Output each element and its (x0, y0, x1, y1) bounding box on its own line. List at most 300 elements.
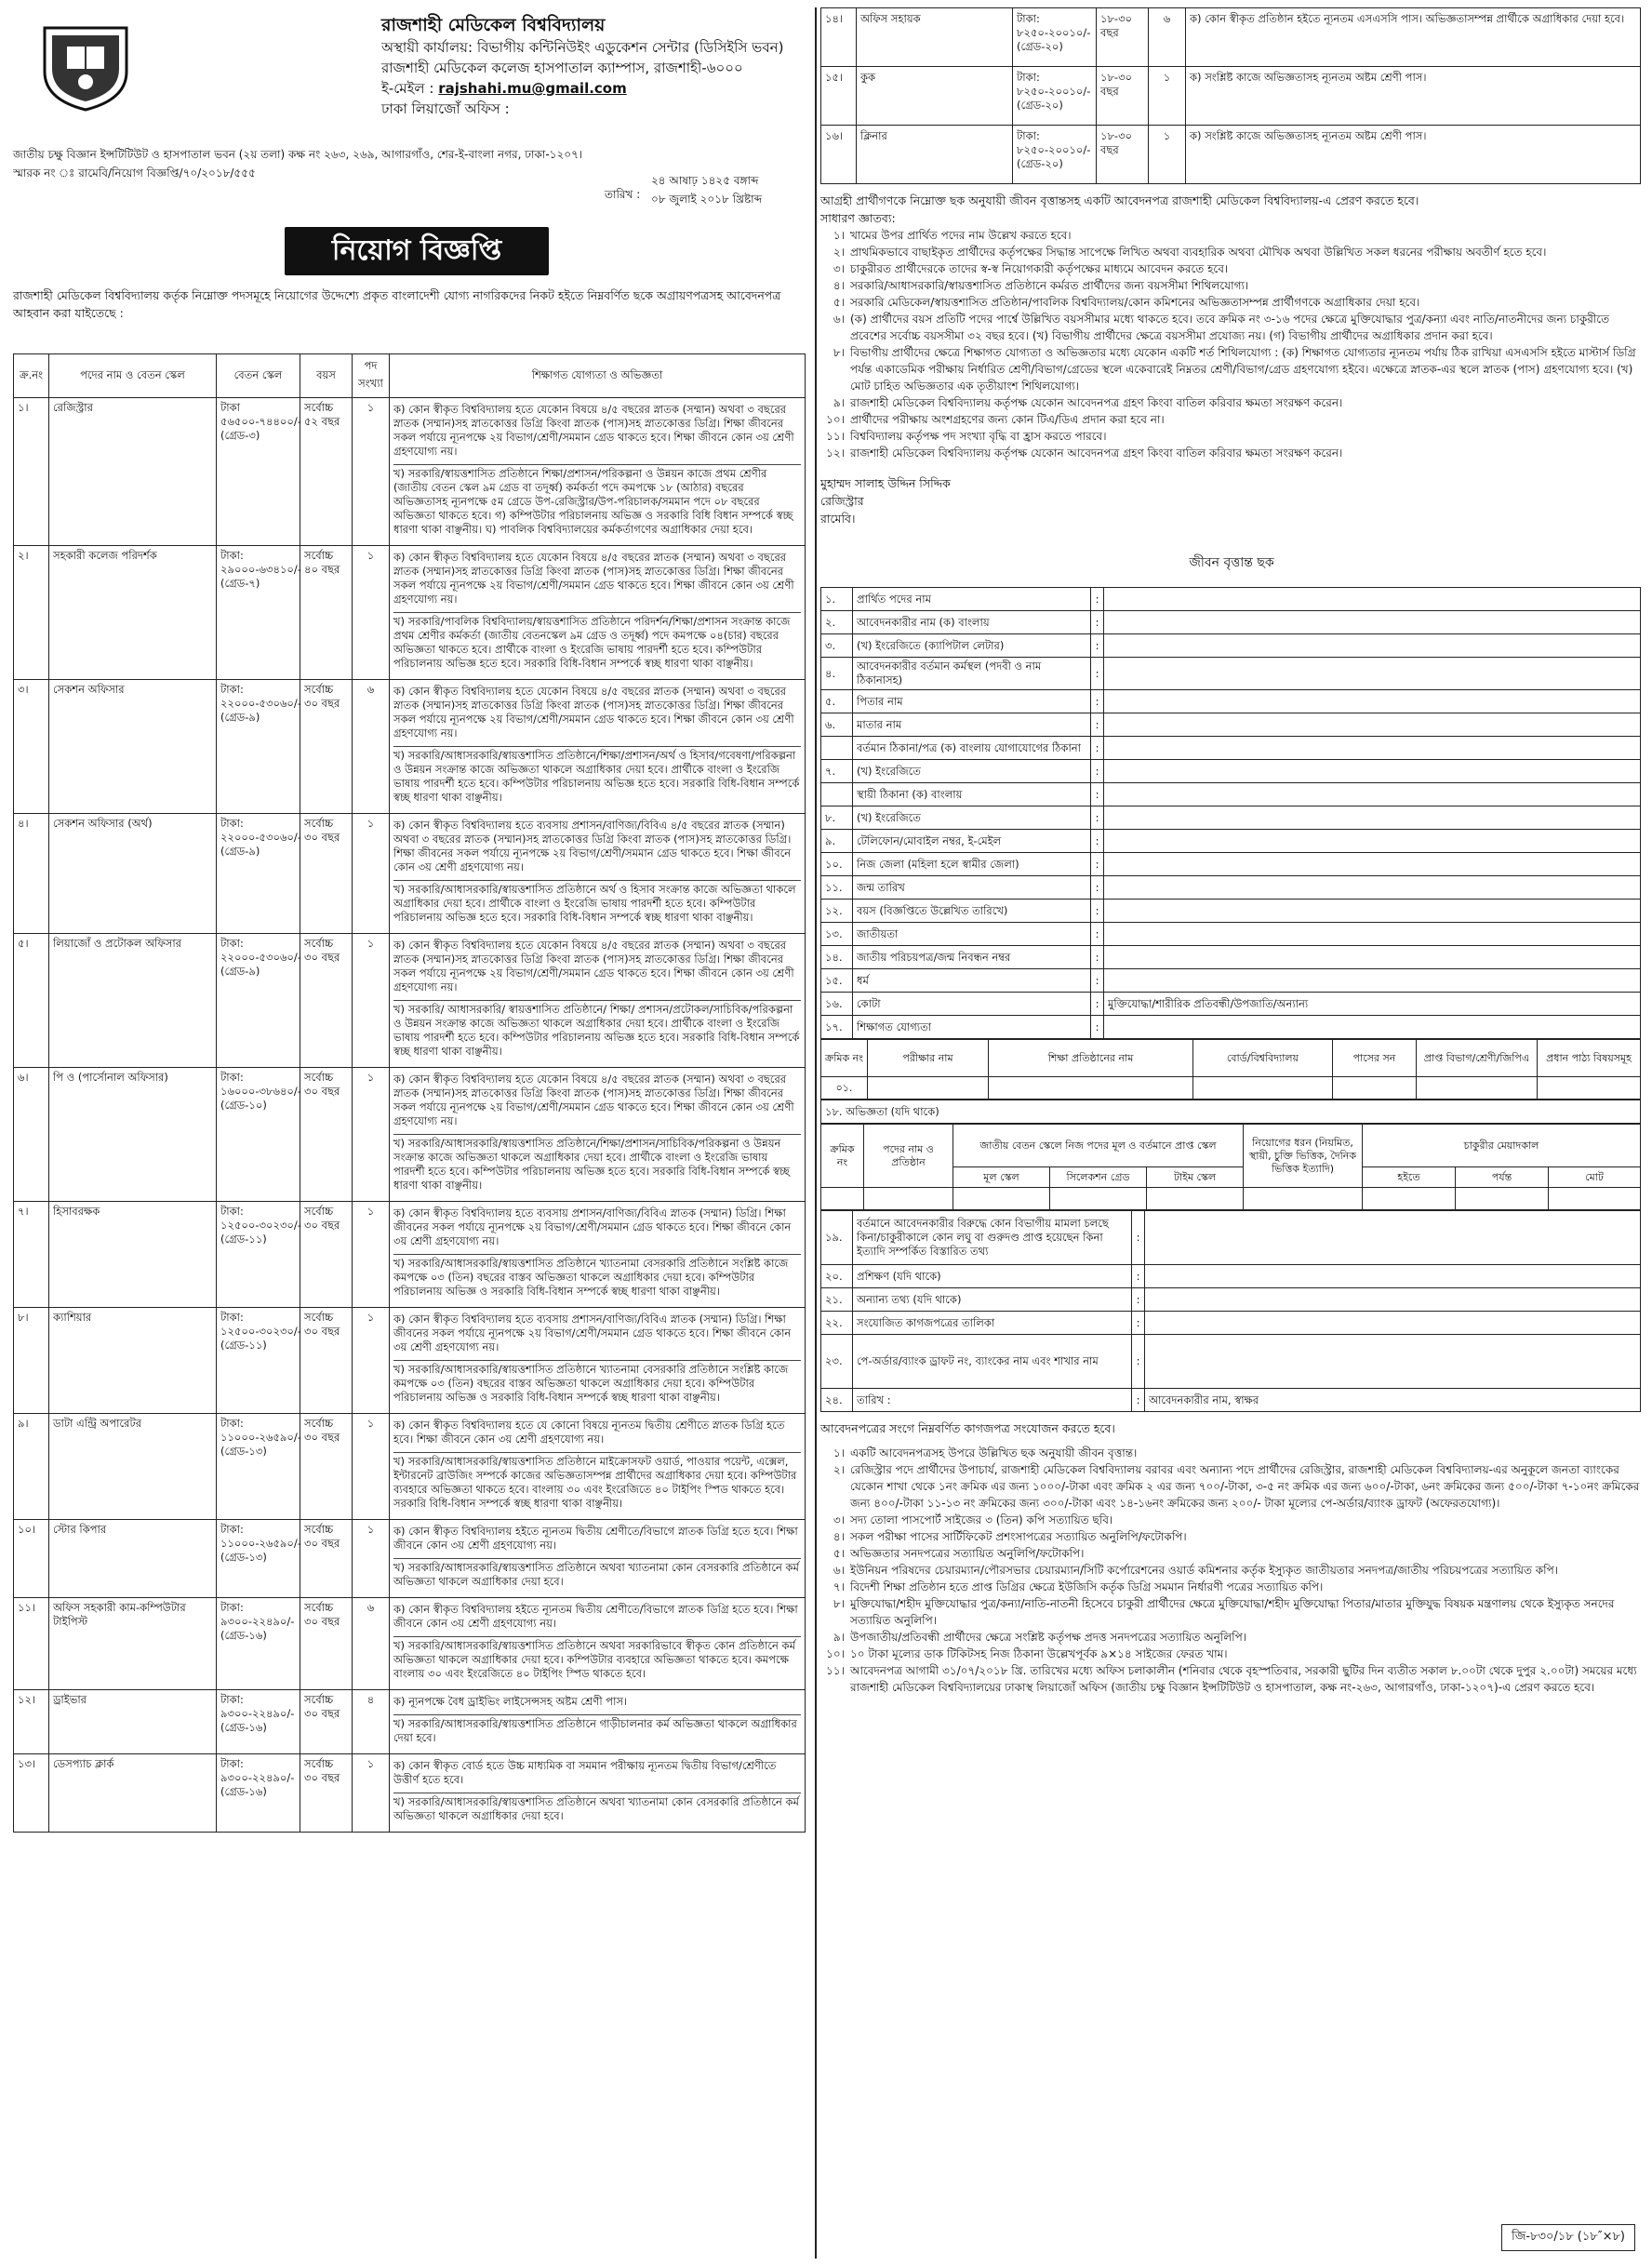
cv-row-label: ধর্ম (853, 969, 1091, 993)
job-row (14, 1308, 806, 1414)
document-item-text: বিদেশী শিক্ষা প্রতিষ্ঠান হতে প্রাপ্ত ডিগ্রির ক্ষেত্রে ইউজিসি কর্তৃক ডিগ্রি সমমান নির্ধারণী পত্রের সত্যায়িত কপি। (850, 1580, 1324, 1593)
condition-item-number: ১০। (826, 413, 845, 426)
cv-row-number: ২২. (821, 1312, 853, 1335)
cv-form-row (821, 946, 1641, 969)
qualification-part: খ) সরকারি/আধাসরকারি/স্বায়ত্তশাসিত প্রতিষ্ঠানে অথবা সরকারিভাবে স্বীকৃত কোন প্রতিষ্ঠানে কর্ম অভিজ্ঞতা থাকলে অগ্রাধিকার দেয়া হবে। কম্পিউটার ব্যবহারে অভিজ্ঞতা থাকতে হবে। কমপক্ষে বাংলায় ৩০ এবং ইংরেজিতে ৪০ টাইপিং স্পিড থাকতে হবে। (393, 1639, 795, 1680)
letterhead (9, 7, 809, 207)
document-item-text: সকল পরীক্ষা পাসের সার্টিফিকেট প্রশংসাপত্রের সত্যায়িত অনুলিপি/ফটোকপি। (850, 1530, 1187, 1543)
condition-item-number: ১। (833, 229, 845, 242)
condition-item-text: (ক) প্রার্থীদের বয়স প্রতিটি পদের পার্শ্বে উল্লিখিত বয়সসীমার মধ্যে থাকতে হবে। তবে ক্রমিক নং ৩-১৬ পদের ক্ষেত্রে মুক্তিযোদ্ধার পুত্র/কন্যা এবং নাতি/নাতনীদের জন্য চাকুরীতে প্রবেশের সর্বোচ্চ বয়সসীমা ৩২ বছর হবে। (খ) বিভাগীয় প্রার্থীদের ক্ষেত্রে বয়সসীমা প্রযোজ্য নয়। (গ) বিভাগীয় প্রার্থীদের অগ্রাধিকার প্রদান করা হবে। (850, 313, 1610, 342)
job-row (14, 1690, 806, 1754)
job-row (821, 67, 1641, 126)
cv-row-label: (খ) ইংরেজিতে (853, 760, 1091, 783)
qualification-part: ক) কোন স্বীকৃত বিশ্ববিদ্যালয় হতে যেকোন বিষয়ে ৪/৫ বছরের স্নাতক (সম্মান) অথবা ৩ বছরের স্নাতক (সম্মান)সহ স্নাতকোত্তর ডিগ্রি কিংবা স্নাতক (পাস)সহ স্নাতকোত্তর ডিগ্রি। শিক্ষা জীবনের সকল পর্যায়ে ন্যূনপক্ষে ২য় বিভাগ/শ্রেণী/সমমান গ্রেড থাকতে হবে। শিক্ষা জীবনে কোন ৩য় শ্রেণী গ্রহণযোগ্য নয়। (393, 937, 801, 1001)
job-serial: ১০। (14, 1520, 49, 1598)
job-pay-scale: টাকা: ২২০০০-৫৩০৬০/- (গ্রেড-৯) (217, 934, 300, 1068)
job-pay-scale: টাকা: ৯৩০০-২২৪৯০/- (গ্রেড-১৬) (217, 1754, 300, 1833)
cv-row-value[interactable] (1104, 690, 1641, 713)
job-row (14, 680, 806, 814)
cv-row-label: প্রার্থিত পদের নাম (853, 588, 1091, 611)
job-serial: ৭। (14, 1202, 49, 1308)
job-pay-scale: টাকা: ২২০০০-৫৩০৬০/- (গ্রেড-৯) (217, 814, 300, 934)
cv-row-label: সংযোজিত কাগজপত্রের তালিকা (853, 1312, 1132, 1335)
cv-row-label: আবেদনকারীর নাম (ক) বাংলায় (853, 611, 1091, 634)
cv-row-extra: আবেদনকারীর নাম, স্বাক্ষর (1149, 1393, 1259, 1406)
cv-row-colon: : (1091, 1016, 1104, 1039)
cv-row-colon: : (1132, 1312, 1145, 1335)
cv-row-colon: : (1091, 713, 1104, 737)
cv-row-number: ৪. (821, 658, 853, 690)
document-item-number: ১০। (826, 1647, 845, 1660)
cv-row-label: অন্যান্য তথ্য (যদি থাকে) (853, 1288, 1132, 1312)
document-item-number: ২। (833, 1463, 845, 1476)
job-title: অফিস সহকারী কাম-কম্পিউটার টাইপিস্ট (49, 1598, 217, 1690)
cv-form-row (821, 611, 1641, 634)
cv-form-row (821, 713, 1641, 737)
jobs-header-cell: বেতন স্কেল (217, 354, 300, 398)
apply-instruction: আগ্রহী প্রার্থীগণকে নিম্নোক্ত ছক অনুযায়ী জীবন বৃত্তান্তসহ একটি আবেদনপত্র রাজশাহী মেডিকেল বিশ্ববিদ্যালয়-এ প্রেরণ করতে হবে। (820, 193, 1419, 207)
condition-item-text: সরকারি মেডিকেল/স্বায়ত্তশাসিত প্রতিষ্ঠান/পাবলিক বিশ্ববিদ্যালয়/কোন কমিশনের অভিজ্ঞতাসম্পন্ন প্রার্থীগণকে অগ্রাধিকার দেয়া হবে। (850, 296, 1420, 309)
job-qualification: ক) সংশ্লিষ্ট কাজে অভিজ্ঞতাসহ ন্যূনতম অষ্টম শ্রেণী পাস। (1186, 67, 1641, 126)
cv-form-row (821, 1288, 1641, 1312)
job-pay-scale: টাকা: ৮২৫০-২০০১০/- (গ্রেড-২০) (1013, 8, 1097, 67)
general-info-label: সাধারণ জ্ঞাতব্য: (820, 211, 896, 225)
cv-row-value[interactable] (1145, 1335, 1641, 1389)
cv-row-value[interactable] (1104, 658, 1641, 690)
cv-row-label: প্রশিক্ষণ (যদি থাকে) (853, 1265, 1132, 1288)
experience-label-row (820, 1100, 1641, 1124)
cv-row-colon: : (1132, 1265, 1145, 1288)
job-title: হিসাবরক্ষক (49, 1202, 217, 1308)
job-serial: ২। (14, 546, 49, 680)
qualification-part: খ) সরকারি/আধাসরকারি/স্বায়ত্তশাসিত প্রতিষ্ঠানে অর্থ ও হিসাব সংক্রান্ত কাজে অভিজ্ঞতা থাকলে অগ্রাধিকার দেয়া হবে। প্রার্থীকে বাংলা ও ইংরেজি ভাষায় পারদর্শী হতে হবে। কম্পিউটার পরিচালনায় অভিজ্ঞ হতে হবে। সরকারি বিধি-বিধান সম্পর্কে স্বচ্ছ ধারণা থাকা বাঞ্ছনীয়। (393, 883, 796, 924)
education-table (820, 1039, 1641, 1100)
cv-row-value[interactable] (1104, 783, 1641, 806)
email-line (381, 78, 791, 99)
liaison-address: জাতীয় চক্ষু বিজ্ঞান ইন্সটিটিউট ও হাসপাতাল ভবন (২য় তলা) কক্ষ নং ২৬৩, ২৬৯, আগারগাঁও, শের-ই-বাংলা নগর, ঢাকা-১২০৭। (13, 148, 583, 161)
job-title: ক্লিনার (857, 126, 1013, 184)
letterhead-text (381, 13, 791, 119)
document-item-text: সদ্য তোলা পাসপোর্ট সাইজের ৩ (তিন) কপি সত্যায়িত ছবি। (850, 1513, 1113, 1526)
cv-row-label: নিজ জেলা (মহিলা হলে স্বামীর জেলা) (853, 853, 1091, 876)
cv-row-number: ১৪. (821, 946, 853, 969)
job-qualification: ক) সংশ্লিষ্ট কাজে অভিজ্ঞতাসহ ন্যূনতম অষ্টম শ্রেণী পাস। (1186, 126, 1641, 184)
experience-header-row (821, 1125, 1641, 1167)
cv-row-number: ৫. (821, 690, 853, 713)
job-title: রেজিস্ট্রার (49, 398, 217, 546)
cv-row-value[interactable] (1104, 634, 1641, 658)
intro-paragraph: রাজশাহী মেডিকেল বিশ্ববিদ্যালয় কর্তৃক নিম্নোক্ত পদসমূহে নিয়োগের উদ্দেশ্যে প্রকৃত বাংলাদেশী যোগ্য নাগরিকদের নিকট হইতে নিম্নবর্ণিত ছকে অগ্রায়ণপত্রসহ আবেদনপত্র আহবান করা যাইতেছে : (13, 288, 781, 320)
document-item (820, 1646, 1643, 1662)
cv-form-row (821, 923, 1641, 946)
job-post-count: ৬ (353, 680, 390, 814)
cv-row-label: আবেদনকারীর বর্তমান কর্মস্থল (পদবী ও নাম ঠিকানাসহ) (853, 658, 1091, 690)
job-row (821, 8, 1641, 67)
university-name: রাজশাহী মেডিকেল বিশ্ববিদ্যালয় (381, 15, 606, 35)
cv-row-value[interactable] (1145, 1265, 1641, 1288)
experience-header-cell: ক্রমিক নং (821, 1125, 864, 1188)
cv-row-value[interactable] (1104, 713, 1641, 737)
job-qualification (390, 1068, 806, 1202)
qualification-part: ক) কোন স্বীকৃত বিশ্ববিদ্যালয় হতে যে কোনো বিষয়ে ন্যূনতম দ্বিতীয় শ্রেণীতে স্নাতক ডিগ্রি হতে হবে। শিক্ষা জীবনে কোন ৩য় শ্রেণী গ্রহণযোগ্য নয়। (393, 1417, 801, 1453)
job-serial: ১৩। (14, 1754, 49, 1833)
job-age-limit: সর্বোচ্চ ৩০ বছর (300, 1598, 353, 1690)
job-age-limit: সর্বোচ্চ ৩০ বছর (300, 1068, 353, 1202)
job-qualification (390, 1414, 806, 1520)
experience-label: ১৮. অভিজ্ঞতা (যদি থাকে) (821, 1100, 1641, 1124)
cv-row-number: ১৩. (821, 923, 853, 946)
cv-form-table (820, 587, 1641, 1039)
cv-row-value[interactable] (1104, 923, 1641, 946)
document-item-number: ৩। (833, 1513, 845, 1526)
cv-row-number: ৯. (821, 830, 853, 853)
cv-row-label: মাতার নাম (853, 713, 1091, 737)
cv-row-number: ২৩. (821, 1335, 853, 1389)
cv-row-value[interactable] (1104, 946, 1641, 969)
document-item (820, 1528, 1643, 1545)
cv-form-row (821, 876, 1641, 900)
job-qualification (390, 814, 806, 934)
cv-form-title: জীবন বৃত্তান্ত ছক (1189, 555, 1274, 570)
job-age-limit: সর্বোচ্চ ৫২ বছর (300, 398, 353, 546)
education-header-cell: ক্রমিক নং (821, 1040, 868, 1077)
cv-row-label: (খ) ইংরেজিতে (ক্যাপিটাল লেটার) (853, 634, 1091, 658)
experience-table (820, 1124, 1641, 1210)
cv-form-row (821, 1312, 1641, 1335)
education-header-cell: বোর্ড/বিশ্ববিদ্যালয় (1193, 1040, 1333, 1077)
qualification-part: খ) সরকারি/আধাসরকারি/স্বায়ত্তশাসিত প্রতিষ্ঠানে গাড়ীচালনার কর্ম অভিজ্ঞতা থাকলে অগ্রাধিকার দেয়া হবে। (393, 1717, 797, 1744)
job-pay-scale: টাকা: ৮২৫০-২০০১০/- (গ্রেড-২০) (1013, 126, 1097, 184)
job-title: সেকশন অফিসার (অর্থ) (49, 814, 217, 934)
condition-item-number: ৮। (833, 346, 845, 359)
ad-code: জি-৮৩০/১৮ (১৮″×৮) (1501, 2224, 1635, 2251)
document-item-number: ৫। (833, 1547, 845, 1560)
cv-row-colon: : (1132, 1211, 1145, 1265)
job-pay-scale: টাকা: ৯৩০০-২২৪৯০/- (গ্রেড-১৬) (217, 1598, 300, 1690)
cv-row-value[interactable] (1145, 1288, 1641, 1312)
conditions-list (820, 227, 1643, 461)
cv-row-extra: মুক্তিযোদ্ধা/শারীরিক প্রতিবন্ধী/উপজাতি/অন্যান্য (1108, 996, 1309, 1010)
document-item-number: ৯। (833, 1631, 845, 1644)
experience-header-cell: পদের নাম ও প্রতিষ্ঠান (864, 1125, 953, 1188)
qualification-part: ক) কোন স্বীকৃত বিশ্ববিদ্যালয় হতে ব্যবসায় প্রশাসন/বাণিজ্য/বিবিএ স্নাতক (সম্মান) ডিগ্রি। শিক্ষা জীবনের সকল পর্যায়ে ন্যূনপক্ষে ২য় বিভাগ/শ্রেণী/সমমান গ্রেড থাকতে হবে। শিক্ষা জীবনে কোন ৩য় শ্রেণী গ্রহণযোগ্য নয়। (393, 1311, 801, 1361)
condition-item-text: খামের উপর প্রার্থিত পদের নাম উল্লেখ করতে হবে। (850, 229, 1072, 242)
condition-item-number: ৬। (833, 313, 845, 326)
condition-item (820, 244, 1643, 260)
document-item (820, 1662, 1643, 1696)
job-qualification (390, 398, 806, 546)
jobs-table (13, 353, 806, 1833)
cv-row-colon: : (1091, 783, 1104, 806)
job-serial: ৮। (14, 1308, 49, 1414)
job-title: ডেসপ্যাচ ক্লার্ক (49, 1754, 217, 1833)
condition-item (820, 311, 1643, 344)
job-row (14, 1414, 806, 1520)
cv-row-number (821, 737, 853, 760)
signatory-title: রেজিস্ট্রার (820, 494, 864, 508)
document-item-text: একটি আবেদনপত্রসহ উপরে উল্লিখিত ছক অনুযায়ী জীবন বৃত্তান্ত। (850, 1446, 1138, 1460)
cv-row-colon: : (1091, 853, 1104, 876)
job-row (14, 1202, 806, 1308)
job-row (14, 1598, 806, 1690)
document-item-number: ১১। (826, 1664, 845, 1677)
cv-form-row (821, 969, 1641, 993)
document-item (820, 1629, 1643, 1646)
qualification-part: ক) কোন স্বীকৃত বিশ্ববিদ্যালয় হতে যেকোন বিষয়ে ৪/৫ বছরের স্নাতক (সম্মান) অথবা ৩ বছরের স্নাতক (সম্মান)সহ স্নাতকোত্তর ডিগ্রি কিংবা স্নাতক (পাস)সহ স্নাতকোত্তর ডিগ্রি। শিক্ষা জীবনের সকল পর্যায়ে ন্যূনপক্ষে ২য় বিভাগ/শ্রেণী/সমমান গ্রেড থাকতে হবে। শিক্ষা জীবনে কোন ৩য় শ্রেণী গ্রহণযোগ্য নয়। (393, 1071, 801, 1135)
job-serial: ৫। (14, 934, 49, 1068)
condition-item-number: ২। (833, 246, 845, 259)
cv-row-value[interactable] (1104, 993, 1641, 1016)
right-column (820, 7, 1643, 2259)
job-post-count: ১ (353, 934, 390, 1068)
job-age-limit: সর্বোচ্চ ৩০ বছর (300, 680, 353, 814)
job-serial: ৬। (14, 1068, 49, 1202)
cv-form-row (821, 634, 1641, 658)
cv-row-colon: : (1091, 876, 1104, 900)
cv-row-number: ১০. (821, 853, 853, 876)
job-row (14, 1068, 806, 1202)
cv-form-row (821, 690, 1641, 713)
cv-row-label: পিতার নাম (853, 690, 1091, 713)
education-header-cell: পাসের সন (1333, 1040, 1417, 1077)
documents-instruction: আবেদনপত্রের সংগে নিম্নবর্ণিত কাগজপত্র সংযোজন করতে হবে। (820, 1421, 1115, 1435)
cv-row-number: ১২. (821, 900, 853, 923)
cv-row-colon: : (1091, 611, 1104, 634)
cv-row-colon: : (1091, 969, 1104, 993)
qualification-part: ক) কোন স্বীকৃত বিশ্ববিদ্যালয় হতে ব্যবসায় প্রশাসন/বাণিজ্য/বিবিএ ৪/৫ বছরের স্নাতক (সম্মান) অথবা ৩ বছরের স্নাতক (সম্মান)সহ স্নাতকোত্তর ডিগ্রি কিংবা স্নাতক (পাস)সহ স্নাতকোত্তর ডিগ্রি। শিক্ষা জীবনের সকল পর্যায়ে ন্যূনপক্ষে ২য় বিভাগ/শ্রেণী/সমমান গ্রেড থাকতে হবে। শিক্ষা জীবনে কোন ৩য় শ্রেণী গ্রহণযোগ্য নয়। (393, 817, 801, 881)
job-serial: ১২। (14, 1690, 49, 1754)
job-pay-scale: টাকা: ১৬০০০-৩৮৬৪০/- (গ্রেড-১০) (217, 1068, 300, 1202)
document-item (820, 1545, 1643, 1562)
job-row (14, 1754, 806, 1833)
cv-form-row (821, 760, 1641, 783)
qualification-part: খ) সরকারি/স্বায়ত্তশাসিত প্রতিষ্ঠানে শিক্ষা/প্রশাসন/পরিকল্পনা ও উন্নয়ন কাজে প্রথম শ্রেণীর (জাতীয় বেতন স্কেল ৯ম গ্রেড বা তদূর্ধ্ব) কর্মকর্তা পদে কমপক্ষে ১৮ (আঠার) বছরের অভিজ্ঞতাসহ ন্যূনপক্ষে ৫ম গ্রেডে উপ-রেজিস্ট্রার/উপ-পরিচালক/সমমান পদে ০৮ বছরের অভিজ্ঞতা থাকতে হবে। গ) কম্পিউটার পরিচালনায় অভিজ্ঞ ও সরকারি বিধি বিধান সম্পর্কে স্বচ্ছ ধারণা থাকা বাঞ্ছনীয়। ঘ) পাবলিক বিশ্ববিদ্যালয়ের কর্মকর্তাগণের অগ্রাধিকার দেয়া হবে। (393, 467, 793, 536)
cv-row-value[interactable] (1104, 760, 1641, 783)
job-qualification (390, 1202, 806, 1308)
job-qualification (390, 1308, 806, 1414)
job-pay-scale: টাকা: ২২০০০-৫৩০৬০/- (গ্রেড-৯) (217, 680, 300, 814)
cv-row-label: বর্তমান ঠিকানা/পত্র (ক) বাংলায় যোগাযোগের ঠিকানা (853, 737, 1091, 760)
job-title: ক্যাশিয়ার (49, 1308, 217, 1414)
condition-item (820, 260, 1643, 277)
cv-row-number: ১৯. (821, 1211, 853, 1265)
job-pay-scale: টাকা ৫৬৫০০-৭৪৪০০/- (গ্রেড-৩) (217, 398, 300, 546)
document-item (820, 1445, 1643, 1461)
cv-row-number: ২১. (821, 1288, 853, 1312)
cv-row-label: তারিখ : (853, 1389, 1132, 1412)
job-post-count: ১ (353, 1520, 390, 1598)
cv-form-row (821, 900, 1641, 923)
cv-row-value[interactable] (1104, 1016, 1641, 1039)
job-pay-scale: টাকা: ২৯০০০-৬৩৪১০/- (গ্রেড-৭) (217, 546, 300, 680)
job-age-limit: সর্বোচ্চ ৩০ বছর (300, 1520, 353, 1598)
education-header-cell: প্রাপ্ত বিভাগ/শ্রেণী/জিপিএ (1417, 1040, 1538, 1077)
cv-row-value[interactable] (1104, 969, 1641, 993)
document-item-text: রেজিস্ট্রার পদে প্রার্থীদের উপাচার্য, রাজশাহী মেডিকেল বিশ্ববিদ্যালয় বরাবর এবং অন্যান্য পদে প্রার্থীদের রেজিস্ট্রার, রাজশাহী মেডিকেল বিশ্ববিদ্যালয়-এর অনুকূলে জনতা ব্যাংকের যেকোন শাখা থেকে ১নং ক্রমিক এর জন্য ১০০০/-টাকা এবং ক্রমিক ২ এর জন্য ৭০০/-টাকা, ৩-৫ নং ক্রমিক এর জন্য ৬০০/-টাকা, ৬নং ক্রমিকের জন্য ৫০০/-টাকা ৭-১০নং ক্রমিকের জন্য ৪০০/-টাকা ১১-১৩ নং ক্রমিকের জন্য ৩০০/-টাকা এবং ১৪-১৬নং ক্রমিকের জন্য ২০০/- টাকা মূল্যের পে-অর্ডার/ব্যাংক ড্রাফট (অফেরতযোগ্য)। (850, 1463, 1640, 1510)
job-serial: ৯। (14, 1414, 49, 1520)
qualification-part: ক) কোন স্বীকৃত বিশ্ববিদ্যালয় হতে যেকোন বিষয়ে ৪/৫ বছরের স্নাতক (সম্মান) অথবা ৩ বছরের স্নাতক (সম্মান)সহ স্নাতকোত্তর ডিগ্রি কিংবা স্নাতক (পাস)সহ স্নাতকোত্তর ডিগ্রি। শিক্ষা জীবনের সকল পর্যায়ে ন্যূনপক্ষে ২য় বিভাগ/শ্রেণী/সমমান গ্রেড থাকতে হবে। শিক্ষা জীবনে কোন ৩য় শ্রেণী গ্রহণযোগ্য নয়। (393, 683, 801, 747)
education-header-cell: শিক্ষা প্রতিষ্ঠানের নাম (989, 1040, 1193, 1077)
column-divider (815, 7, 817, 2259)
job-post-count: ১ (353, 398, 390, 546)
job-post-count: ১ (1149, 126, 1186, 184)
document-item-number: ১। (833, 1446, 845, 1460)
job-qualification (390, 1690, 806, 1754)
cv-row-value[interactable] (1145, 1211, 1641, 1265)
job-age-limit: ১৮-৩০ বছর (1097, 67, 1149, 126)
condition-item-number: ৫। (833, 296, 845, 309)
cv-form-row (821, 737, 1641, 760)
document-item-number: ৮। (833, 1597, 845, 1610)
job-serial: ১৪। (821, 8, 857, 67)
temp-office: অস্থায়ী কার্যালয়: বিভাগীয় কন্টিনিউইং এডুকেশন সেন্টার (ডিসিইসি ভবন) (381, 39, 784, 56)
cv-row-colon: : (1091, 993, 1104, 1016)
job-age-limit: সর্বোচ্চ ৪০ বছর (300, 546, 353, 680)
cv-row-number: ৩. (821, 634, 853, 658)
condition-item (820, 294, 1643, 311)
job-pay-scale: টাকা: ১১০০০-২৬৫৯০/- (গ্রেড-১৩) (217, 1414, 300, 1520)
job-qualification: ক) কোন স্বীকৃত প্রতিষ্ঠান হইতে ন্যূনতম এসএসসি পাস। অভিজ্ঞতাসম্পন্ন প্রার্থীকে অগ্রাধিকার দেয়া হবে। (1186, 8, 1641, 67)
job-serial: ১৫। (821, 67, 857, 126)
condition-item-number: ৯। (833, 396, 845, 409)
condition-item (820, 428, 1643, 445)
job-age-limit: ১৮-৩০ বছর (1097, 126, 1149, 184)
document-item-number: ৪। (833, 1530, 845, 1543)
email-label: ই-মেইল : (381, 80, 434, 97)
cv-form-row (821, 783, 1641, 806)
qualification-part: খ) সরকারি/আধাসরকারি/স্বায়ত্তশাসিত প্রতিষ্ঠানে মাইক্রোসফট ওয়ার্ড, পাওয়ার পয়েন্ট, এক্সেল, ইন্টারনেট ব্রাউজিং সম্পর্কে কাজের অভিজ্ঞতাসম্পন্ন প্রার্থীদের অগ্রাধিকার দেয়া হবে। কম্পিউটার ব্যবহারে অভিজ্ঞতা থাকতে হবে। বাংলায় ৩০ এবং ইংরেজিতে ৪০ টাইপিং স্পিড থাকতে হবে। সরকারি বিধি-বিধান সম্পর্কে স্বচ্ছ ধারণা থাকা বাঞ্ছনীয়। (393, 1455, 797, 1510)
job-title: অফিস সহায়ক (857, 8, 1013, 67)
cv-row-label: (খ) ইংরেজিতে (853, 806, 1091, 830)
cv-row-value[interactable] (1104, 611, 1641, 634)
condition-item-number: ১২। (826, 447, 845, 460)
cv-form-row (821, 1335, 1641, 1389)
email-link[interactable]: rajshahi.mu@gmail.com (438, 80, 627, 97)
job-title: ড্রাইভার (49, 1690, 217, 1754)
document-item-text: মুক্তিযোদ্ধা/শহীদ মুক্তিযোদ্ধার পুত্র/কন্যা/নাতি-নাতনী হিসেবে চাকুরী প্রার্থীদের ক্ষেত্রে মুক্তিযোদ্ধা/শহীদ মুক্তিযোদ্ধা পিতার/মাতার মুক্তিযুদ্ধ বিষয়ক মন্ত্রণালয় থেকে ইস্যুকৃত সনদের সত্যায়িত অনুলিপি। (850, 1597, 1615, 1627)
qualification-part: ক) কোন স্বীকৃত বিশ্ববিদ্যালয় হইতে ন্যূনতম দ্বিতীয় শ্রেণীতে/বিভাগে স্নাতক ডিগ্রি হতে হবে। শিক্ষা জীবনে কোন ৩য় শ্রেণী গ্রহণযোগ্য নয়। (393, 1523, 801, 1559)
qualification-part: খ) সরকারি/আধাসরকারি/স্বায়ত্তশাসিত প্রতিষ্ঠানে খ্যাতনামা বেসরকারি প্রতিষ্ঠানে সংশ্লিষ্ট কাজে কমপক্ষে ০৩ (তিন) বছরের বাস্তব অভিজ্ঞতা থাকলে অগ্রাধিকার দেয়া হবে। কম্পিউটার পরিচালনায় অভিজ্ঞ ও সরকারি বিধি-বিধান সম্পর্কে স্বচ্ছ ধারণা থাকা বাঞ্ছনীয়। (393, 1363, 789, 1404)
document-item (820, 1579, 1643, 1595)
experience-subheader-cell: সিলেকশন গ্রেড (1050, 1167, 1147, 1188)
cv-row-colon: : (1091, 806, 1104, 830)
document-item-text: আবেদনপত্র আগামী ৩১/০৭/২০১৮ খ্রি. তারিখের মধ্যে অফিস চলাকালীন (শনিবার থেকে বৃহস্পতিবার, সরকারী ছুটির দিন ব্যতীত সকাল ৮.০০টা থেকে দুপুর ২.০০টা) সময়ের মধ্যে রাজশাহী মেডিকেল বিশ্ববিদ্যালয়ের ঢাকাস্থ লিয়াজোঁ অফিস (জাতীয় চক্ষু বিজ্ঞান ইন্সটিটিউট ও হাসপাতাল, কক্ষ নং-২৬৩, আগারগাঁও, ঢাকা-১২০৭)-এ প্রেরণ করতে হবে। (850, 1664, 1637, 1694)
jobs-header-cell: বয়স (300, 354, 353, 398)
education-header-cell: পরীক্ষার নাম (868, 1040, 989, 1077)
job-row (14, 398, 806, 546)
cv-row-value[interactable] (1104, 737, 1641, 760)
condition-item (820, 277, 1643, 294)
cv-form-row (821, 1016, 1641, 1039)
document-item-text: উপজাতীয়/প্রতিবন্ধী প্রার্থীদের ক্ষেত্রে সংশ্লিষ্ট কর্তৃপক্ষ প্রদত্ত সনদপত্রের সত্যায়িত অনুলিপি। (850, 1631, 1247, 1644)
job-post-count: ৬ (353, 1598, 390, 1690)
cv-row-colon: : (1091, 588, 1104, 611)
cv-form-row (821, 993, 1641, 1016)
cv-row-colon: : (1091, 737, 1104, 760)
job-row (821, 126, 1641, 184)
experience-header-cell: চাকুরীর মেয়াদকাল (1363, 1125, 1641, 1167)
cv-row-label: বয়স (বিজ্ঞপ্তিতে উল্লেখিত তারিখে) (853, 900, 1091, 923)
jobs-header-cell: ক্র.নং (14, 354, 49, 398)
education-header-row (821, 1040, 1641, 1077)
cv-form-row (821, 830, 1641, 853)
cv-form-row (821, 806, 1641, 830)
cv-row-value[interactable] (1104, 853, 1641, 876)
job-qualification (390, 546, 806, 680)
condition-item-text: বিশ্ববিদ্যালয় কর্তৃপক্ষ পদ সংখ্যা বৃদ্ধি বা হ্রাস করতে পারবে। (850, 430, 1107, 443)
job-age-limit: সর্বোচ্চ ৩০ বছর (300, 1690, 353, 1754)
cv-row-value[interactable] (1145, 1389, 1641, 1412)
cv-row-number: ৬. (821, 713, 853, 737)
cv-row-value[interactable] (1104, 900, 1641, 923)
cv-row-colon: : (1091, 658, 1104, 690)
job-qualification (390, 1754, 806, 1833)
experience-subheader-cell: টাইম স্কেল (1147, 1167, 1244, 1188)
job-post-count: ১ (353, 546, 390, 680)
job-serial: ১১। (14, 1598, 49, 1690)
qualification-part: ক) কোন স্বীকৃত বিশ্ববিদ্যালয় হতে ব্যবসায় প্রশাসন/বাণিজ্য/বিবিএ স্নাতক (সম্মান) ডিগ্রি। শিক্ষা জীবনের সকল পর্যায়ে ন্যূনপক্ষে ২য় বিভাগ/শ্রেণী/সমমান গ্রেড থাকতে হবে। শিক্ষা জীবনে কোন ৩য় শ্রেণী গ্রহণযোগ্য নয়। (393, 1205, 801, 1255)
condition-item (820, 227, 1643, 244)
condition-item (820, 394, 1643, 411)
cv-row-value[interactable] (1145, 1312, 1641, 1335)
cv-row-colon: : (1091, 690, 1104, 713)
cv-row-value[interactable] (1104, 876, 1641, 900)
date-bengali: ২৪ আষাঢ় ১৪২৫ বঙ্গাব্দ (651, 174, 759, 187)
condition-item-text: চাকুরীরত প্রার্থীদেরকে তাদের স্ব-স্ব নিয়োগকারী কর্তৃপক্ষের মাধ্যমে আবেদন করতে হবে। (850, 262, 1229, 275)
condition-item-number: ১১। (826, 430, 845, 443)
cv-form-row (821, 658, 1641, 690)
memo-number: স্মারক নং ঃ রামেবি/নিয়োগ বিজ্ঞপ্তি/৭০/২০১৮/৫৫৫ (13, 167, 256, 180)
jobs-table-continued (820, 7, 1641, 184)
cv-row-label: শিক্ষাগত যোগ্যতা (853, 1016, 1091, 1039)
cv-row-value[interactable] (1104, 806, 1641, 830)
qualification-part: খ) সরকারি/আধাসরকারি/স্বায়ত্তশাসিত প্রতিষ্ঠানে অথবা খ্যাতনামা কোন বেসরকারি প্রতিষ্ঠানে কর্ম অভিজ্ঞতা থাকলে অগ্রাধিকার দেয়া হবে। (393, 1561, 799, 1588)
job-pay-scale: টাকা: ১২৫০০-৩০২৩০/- (গ্রেড-১১) (217, 1308, 300, 1414)
qualification-part: ক) কোন স্বীকৃত বিশ্ববিদ্যালয় হইতে ন্যূনতম দ্বিতীয় শ্রেণীতে/বিভাগে স্নাতক ডিগ্রি হতে হবে। শিক্ষা জীবনে কোন ৩য় শ্রেণী গ্রহণযোগ্য নয়। (393, 1601, 801, 1637)
cv-form-row (821, 1211, 1641, 1265)
cv-row-colon: : (1091, 830, 1104, 853)
cv-row-number: ২. (821, 611, 853, 634)
document-item (820, 1512, 1643, 1528)
qualification-part: ক) কোন স্বীকৃত বিশ্ববিদ্যালয় হতে যেকোন বিষয়ে ৪/৫ বছরের স্নাতক (সম্মান) অথবা ৩ বছরের স্নাতক (সম্মান)সহ স্নাতকোত্তর ডিগ্রি কিংবা স্নাতক (পাস)সহ স্নাতকোত্তর ডিগ্রি। শিক্ষা জীবনের সকল পর্যায়ে ন্যূনপক্ষে ২য় বিভাগ/শ্রেণী/সমমান গ্রেড থাকতে হবে। শিক্ষা জীবনে কোন ৩য় শ্রেণী গ্রহণযোগ্য নয়। (393, 549, 801, 613)
job-age-limit: সর্বোচ্চ ৩০ বছর (300, 814, 353, 934)
job-qualification (390, 1520, 806, 1598)
document-item-text: ইউনিয়ন পরিষদের চেয়ারম্যান/পৌরসভার চেয়ারম্যান/সিটি কর্পোরেশনের ওয়ার্ড কমিশনার কর্তৃক ইস্যুকৃত জাতীয়তার সনদপত্র/জাতীয় পরিচয়পত্রের সত্যায়িত কপি। (850, 1564, 1559, 1577)
document-item-number: ৬। (833, 1564, 845, 1577)
document-item (820, 1562, 1643, 1579)
cv-form-row (821, 1389, 1641, 1412)
job-qualification (390, 934, 806, 1068)
job-row (14, 546, 806, 680)
job-row (14, 934, 806, 1068)
cv-row-label: স্থায়ী ঠিকানা (ক) বাংলায় (853, 783, 1091, 806)
qualification-part: ক) ন্যূনপক্ষে বৈধ ড্রাইভিং লাইসেন্সসহ অষ্টম শ্রেণী পাস। (393, 1693, 801, 1715)
condition-item-text: প্রাথমিকভাবে বাছাইকৃত প্রার্থীদের কর্তৃপক্ষের সিদ্ধান্ত সাপেক্ষে লিখিত অথবা ব্যবহারিক অথবা মৌখিক অথবা উল্লিখিত সকল ধরনের পরীক্ষায় অবতীর্ণ হতে হবে। (850, 246, 1547, 259)
cv-row-colon: : (1091, 760, 1104, 783)
cv-row-value[interactable] (1104, 830, 1641, 853)
condition-item (820, 411, 1643, 428)
job-title: সেকশন অফিসার (49, 680, 217, 814)
cv-row-label: টেলিফোন/মোবাইল নম্বর, ই-মেইল (853, 830, 1091, 853)
condition-item-text: সরকারি/আধাসরকারি/স্বায়ত্তশাসিত প্রতিষ্ঠানে কর্মরত প্রার্থীদের জন্য বয়সসীমা শিথিলযোগ্য। (850, 279, 1249, 292)
liaison-title: ঢাকা লিয়াজোঁ অফিস : (381, 100, 510, 117)
job-pay-scale: টাকা: ১২৫০০-৩০২৩০/- (গ্রেড-১১) (217, 1202, 300, 1308)
job-age-limit: সর্বোচ্চ ৩০ বছর (300, 934, 353, 1068)
experience-subheader-cell: মোট (1549, 1167, 1641, 1188)
job-title: সহকারী কলেজ পরিদর্শক (49, 546, 217, 680)
jobs-header-cell: শিক্ষাগত যোগ্যতা ও অভিজ্ঞতা (390, 354, 806, 398)
cv-row-value[interactable] (1104, 588, 1641, 611)
